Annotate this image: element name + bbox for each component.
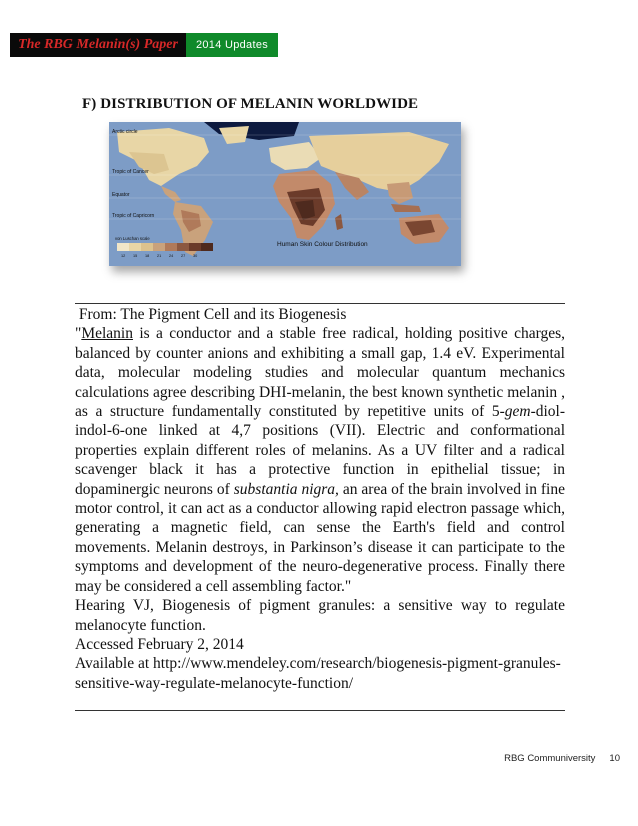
citation-block <box>75 305 565 693</box>
quote-paragraph: "Melanin is a conductor and a stable free radical, holding positive charges, balanced by counter anions and exhibiting a small gap, 1.4 eV. Experimental data, molecular modeling studies and molecular quantum mechanics calculations agree describing DHI-melanin, the best known synthetic melanin , as a structure fundamentally constituted by repetitive units of 5-gem-diol-indol-6-one linked at 4,7 positions (VII). Electric and conformational properties explain different roles of melanins. As a UV filter and a radical scavenger black it has a protective function in epithelial tissue; in dopaminergic neurons of substantia nigra, an area of the brain involved in fine motor control, it can act as a conductor allowing rapid electron passage which, generating a magnetic field, can sense the Earth's field and control movements. Melanin destroys, in Parkinson’s disease it can participate to the symptoms and development of the neuro-degenerative process. Finally there may be considered a cell assembling factor." <box>75 325 565 595</box>
map-caption: Human Skin Colour Distribution <box>277 241 368 248</box>
scale-tick: 18 <box>145 254 150 258</box>
cancer-label: Tropic of Cancer <box>112 169 149 175</box>
scale-tick: 15 <box>133 254 138 258</box>
reference: Hearing VJ, Biogenesis of pigment granules: a sensitive way to regulate melanocyte function. <box>75 597 565 634</box>
accessed-date: Accessed February 2, 2014 <box>75 635 244 653</box>
updates-badge: 2014 Updates <box>186 33 278 57</box>
equator-label: Equator <box>112 192 130 198</box>
header-banner <box>10 33 278 57</box>
footer-org: RBG Communiversity <box>504 753 596 764</box>
luschan-scale <box>117 243 213 251</box>
scale-tick: 21 <box>157 254 162 258</box>
page-number: 10 <box>609 753 620 764</box>
divider-bottom <box>75 710 565 711</box>
scale-tick: 27 <box>181 254 186 258</box>
arctic-label: Arctic circle <box>112 129 138 135</box>
section-title: F) DISTRIBUTION OF MELANIN WORLDWIDE <box>82 96 419 112</box>
divider-top <box>75 303 565 304</box>
skin-colour-map <box>109 122 461 266</box>
scale-tick: 12 <box>121 254 126 258</box>
source-url[interactable]: Available at http://www.mendeley.com/research/biogenesis-pigment-granules-sensitive-way-regulate-melanocyte-function/ <box>75 655 561 692</box>
scale-title: von Luschan scale <box>115 236 150 241</box>
scale-tick: 30 <box>193 254 198 258</box>
page-footer <box>504 753 620 764</box>
capricorn-label: Tropic of Capricorn <box>112 213 155 219</box>
melanin-link[interactable]: Melanin <box>81 325 133 343</box>
series-title: The RBG Melanin(s) Paper <box>10 33 186 57</box>
from-line: From: The Pigment Cell and its Biogenesis <box>78 306 347 323</box>
scale-tick: 24 <box>169 254 174 258</box>
